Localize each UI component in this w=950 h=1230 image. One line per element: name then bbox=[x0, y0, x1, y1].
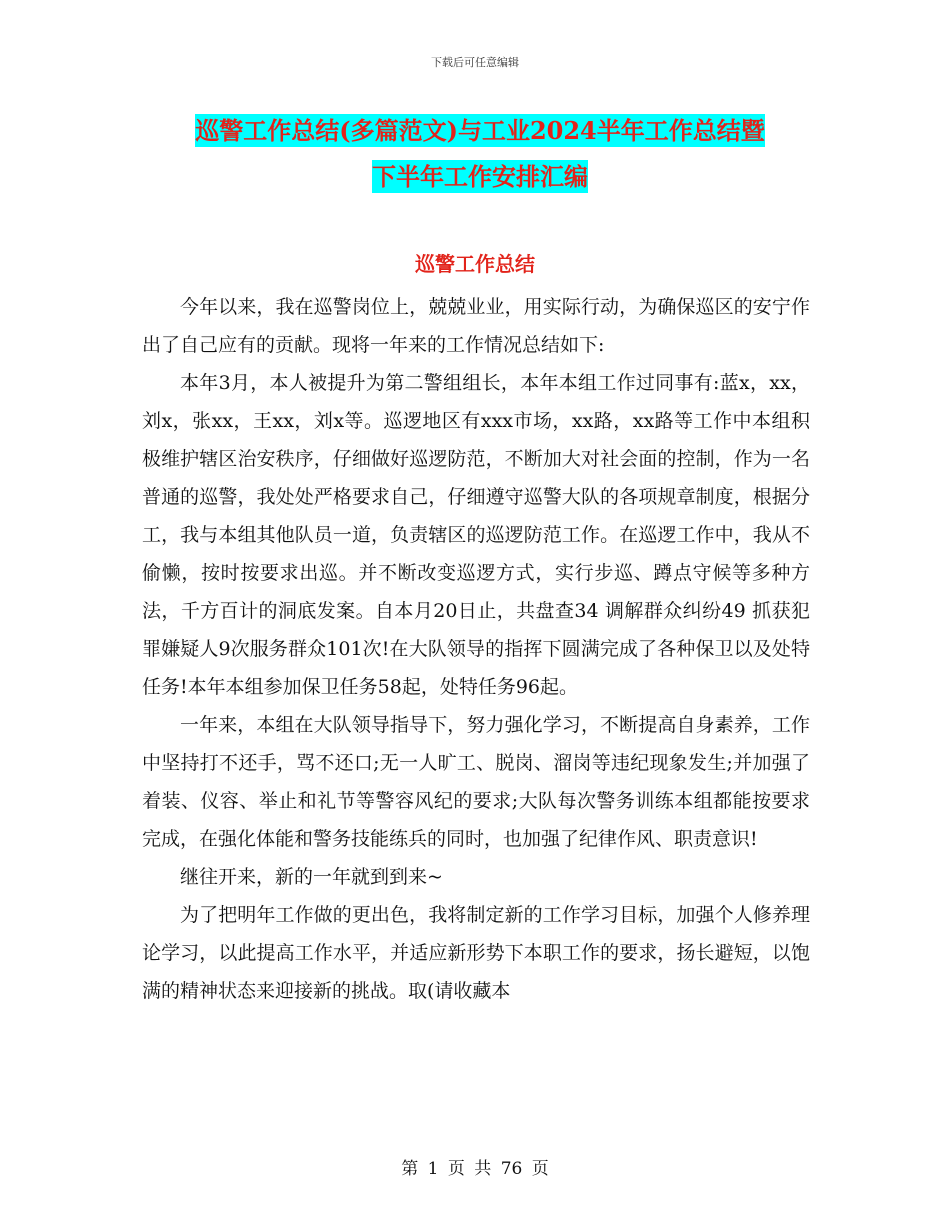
paragraph-3: 一年来，本组在大队领导指导下，努力强化学习，不断提高自身素养，工作中坚持打不还手，骂不还口;无一人旷工、脱岗、溜岗等违纪现象发生;并加强了着装、仪容、举止和礼节等警容风纪的要求;大队每次警务训练本组都能按要求完成，在强化体能和警务技能练兵的同时，也加强了纪律作风、职责意识! bbox=[142, 714, 810, 850]
page-number: 第 1 页 共 76 页 bbox=[401, 1159, 549, 1179]
paragraph-4: 继往开来，新的一年就到到来~ bbox=[180, 866, 443, 888]
paragraph-5: 为了把明年工作做的更出色，我将制定新的工作学习目标，加强个人修养理论学习，以此提高工作水平，并适应新形势下本职工作的要求，扬长避短，以饱满的精神状态来迎接新的挑战。取(请收藏本 bbox=[142, 904, 810, 1002]
title-line-2: 下半年工作安排汇编 bbox=[372, 162, 588, 191]
paragraph-1: 今年以来，我在巡警岗位上，兢兢业业，用实际行动，为确保巡区的安宁作出了自己应有的贡献。现将一年来的工作情况总结如下: bbox=[142, 296, 810, 356]
document-title bbox=[140, 108, 820, 200]
header-note: 下载后可任意编辑 bbox=[431, 56, 519, 69]
body-text bbox=[142, 288, 810, 1010]
paragraph-2: 本年3月，本人被提升为第二警组组长，本年本组工作过同事有:蓝x，xx，刘x，张xx，王xx，刘x等。巡逻地区有xxx市场，xx路，xx路等工作中本组积极维护辖区治安秩序，仔细做好巡逻防范，不断加大对社会面的控制，作为一名普通的巡警，我处处严格要求自己，仔细遵守巡警大队的各项规章制度，根据分工，我与本组其他队员一道，负责辖区的巡逻防范工作。在巡逻工作中，我从不偷懒，按时按要求出巡。并不断改变巡逻方式，实行步巡、蹲点守候等多种方法，千方百计的洞底发案。自本月20日止，共盘查34 调解群众纠纷49 抓获犯罪嫌疑人9次服务群众101次!在大队领导的指挥下圆满完成了各种保卫以及处特任务!本年本组参加保卫任务58起，处特任务96起。 bbox=[142, 372, 810, 698]
section-heading: 巡警工作总结 bbox=[415, 252, 535, 276]
title-line-1: 巡警工作总结(多篇范文)与工业2024半年工作总结暨 bbox=[195, 116, 765, 145]
